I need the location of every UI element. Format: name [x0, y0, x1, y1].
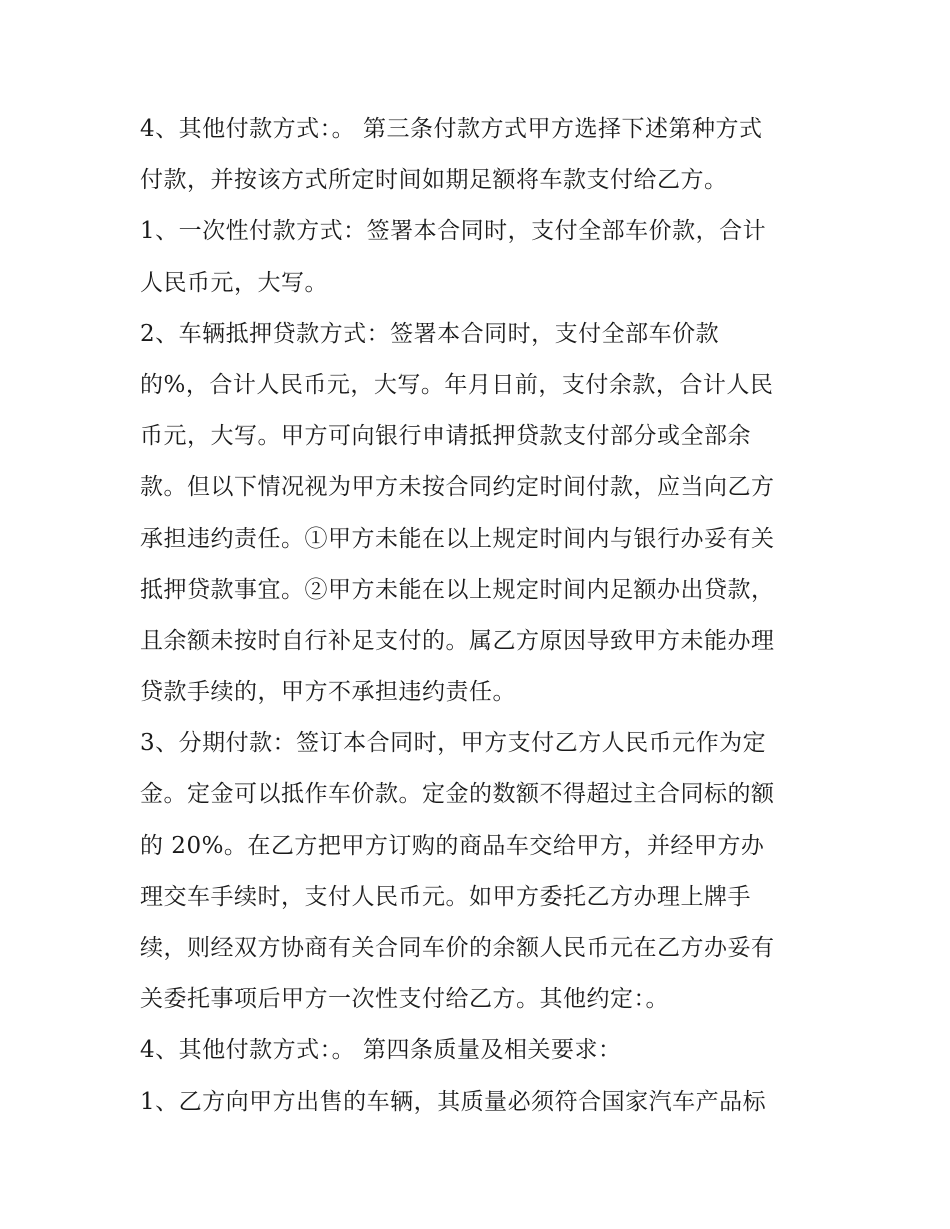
text-line: 抵押贷款事宜。②甲方未能在以上规定时间内足额办出贷款， — [140, 576, 775, 603]
text-line: 承担违约责任。①甲方未能在以上规定时间内与银行办妥有关 — [140, 525, 775, 552]
text-line: 关委托事项后甲方一次性支付给乙方。其他约定：。 — [140, 986, 669, 1013]
text-line: 续，则经双方协商有关合同车价的余额人民币元在乙方办妥有 — [140, 935, 775, 961]
text-line: 1、一次性付款方式：签署本合同时，支付全部车价款，合计 — [140, 218, 767, 245]
text-line: 3、分期付款：签订本合同时，甲方支付乙方人民币元作为定 — [140, 730, 767, 757]
text-line: 1、乙方向甲方出售的车辆，其质量必须符合国家汽车产品标 — [140, 1088, 767, 1115]
text-line: 4、其他付款方式：。 第三条付款方式甲方选择下述第种方式 — [140, 116, 763, 142]
text-line: 付款，并按该方式所定时间如期足额将车款支付给乙方。 — [140, 167, 728, 194]
text-line: 的 20%。在乙方把甲方订购的商品车交给甲方，并经甲方办 — [140, 832, 765, 859]
text-line: 2、车辆抵押贷款方式：签署本合同时，支付全部车价款 — [140, 320, 720, 347]
text-line: 4、其他付款方式：。 第四条质量及相关要求： — [140, 1037, 622, 1064]
text-line: 币元，大写。甲方可向银行申请抵押贷款支付部分或全部余 — [140, 423, 751, 450]
text-line: 金。定金可以抵作车价款。定金的数额不得超过主合同标的额 — [140, 781, 775, 808]
text-line: 且余额未按时自行补足支付的。属乙方原因导致甲方未能办理 — [140, 627, 775, 654]
text-line: 款。但以下情况视为甲方未按合同约定时间付款，应当向乙方 — [140, 474, 775, 501]
text-line: 人民币元，大写。 — [140, 269, 328, 296]
text-line: 贷款手续的，甲方不承担违约责任。 — [140, 679, 516, 706]
text-line: 理交车手续时，支付人民币元。如甲方委托乙方办理上牌手 — [140, 883, 751, 910]
text-line: 的%，合计人民币元，大写。年月日前，支付余款，合计人民 — [140, 371, 774, 398]
document-body — [140, 104, 820, 1128]
